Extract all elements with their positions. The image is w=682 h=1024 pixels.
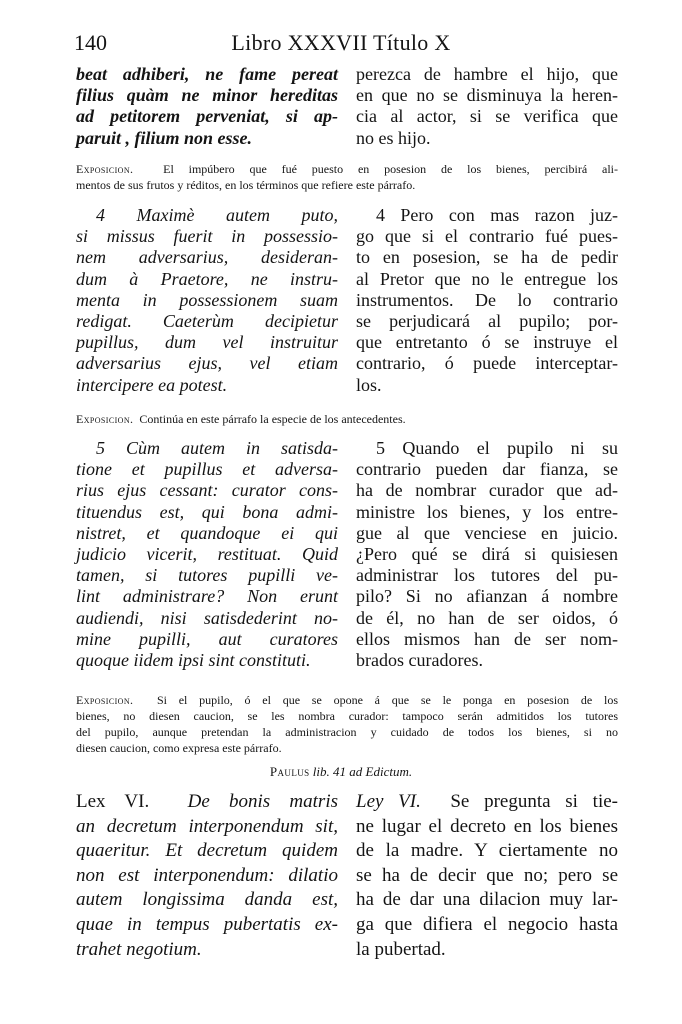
spanish-line: ne lugar el decreto en los bienes: [356, 815, 618, 837]
running-title: Libro XXXVII Título X: [231, 30, 451, 55]
exposicion-label: Exposicion.: [76, 162, 134, 176]
spanish-line: ha de dar una dilacion muy lar-: [356, 889, 618, 911]
spanish-line: los.: [356, 374, 382, 395]
exposicion-label: Exposicion.: [76, 412, 134, 426]
source-citation: [0, 764, 682, 780]
latin-line: judicio vicerit, restituat. Quid: [76, 544, 338, 565]
latin-line: quoque iidem ipsi sint constituti.: [76, 650, 311, 671]
ley-label: Ley VI.: [356, 791, 421, 812]
latin-line: intercipere ea potest.: [76, 374, 228, 395]
spanish-line: se perjudicará al pupilo; por-: [356, 311, 618, 332]
latin-line: [76, 790, 338, 815]
latin-line: rius ejus cessant: curator cons-: [76, 480, 338, 501]
latin-line: mine pupilli, aut curatores: [76, 628, 338, 649]
citation-reference: lib. 41 ad Edictum.: [312, 764, 413, 779]
spanish-line: brados curadores.: [356, 650, 483, 671]
latin-line: paruit , filium non esse.: [76, 127, 253, 148]
spanish-paragraph-4: [356, 205, 618, 396]
spanish-line: de la madre. Y ciertamente no: [356, 840, 618, 862]
exposicion-note: [76, 161, 618, 193]
exposicion-line: bienes, no diesen caucion, se les nombra curador: tampoco serán admitidos los tutores: [76, 709, 618, 723]
spanish-line: perezca de hambre el hijo, que: [356, 64, 618, 84]
spanish-line: go que si el contrario fué pues-: [356, 226, 618, 247]
spanish-line: de él, no han de ser oidos, ó: [356, 607, 618, 628]
spanish-line: cia al actor, si se verifica que: [356, 106, 618, 127]
latin-line: lint administrare? Non erunt: [76, 586, 338, 607]
spanish-line: pilo? Si no afianzan á nombre: [356, 586, 618, 607]
exposicion-text: Si el pupilo, ó el que se opone á que se le ponga en posesion de los: [156, 693, 619, 707]
latin-line: non est interponendum: dilatio: [76, 864, 338, 886]
exposicion-line: [76, 411, 618, 427]
spanish-line: instrumentos. De lo contrario: [356, 289, 618, 310]
latin-line: 5 Cùm autem in satisda-: [96, 438, 338, 458]
exposicion-note: [76, 692, 618, 756]
exposicion-text: Continúa en este párrafo la especie de los antecedentes.: [139, 412, 406, 426]
spanish-line: la pubertad.: [356, 938, 446, 960]
spanish-line: ¿Pero qué se dirá si quisiesen: [356, 544, 618, 565]
exposicion-line: diesen caucion, como expresa este párrafo.: [76, 741, 282, 755]
latin-line: 4 Maximè autem puto,: [96, 205, 338, 225]
latin-column-continuation: [76, 64, 338, 149]
latin-line: trahet negotium.: [76, 938, 202, 960]
spanish-line: que entretanto ó se instruye el: [356, 332, 618, 353]
latin-line: nem adversarius, desideran-: [76, 247, 338, 268]
spanish-text: Se pregunta si tie-: [450, 791, 618, 812]
latin-line: tamen, si tutores pupilli ve-: [76, 565, 338, 586]
spanish-line: al Pretor que no le entregue los: [356, 268, 618, 289]
spanish-ley-6: [356, 790, 618, 962]
latin-text: De bonis matris: [187, 791, 338, 812]
spanish-line: se ha de decir que no; pero se: [356, 864, 618, 886]
spanish-line: no es hijo.: [356, 127, 431, 148]
latin-line: quae in tempus pubertatis ex-: [76, 913, 338, 935]
exposicion-text: El impúbero que fué puesto en posesion de los bienes, percibirá ali-: [163, 162, 619, 176]
latin-line: audiendi, nisi satisdederint no-: [76, 607, 338, 628]
exposicion-line: [76, 692, 618, 708]
latin-paragraph-5: [76, 438, 338, 671]
spanish-line: [356, 790, 618, 815]
spanish-line: gue al que venciese en juicio.: [356, 522, 618, 543]
latin-line: adversarius ejus, vel etiam: [76, 353, 338, 374]
latin-line: beat adhiberi, ne fame pereat: [76, 64, 338, 84]
latin-line: si missus fuerit in possessio-: [76, 226, 338, 247]
spanish-line: 5 Quando el pupilo ni su: [376, 438, 618, 458]
spanish-line: 4 Pero con mas razon juz-: [376, 205, 618, 225]
citation-author: Paulus: [269, 764, 310, 779]
spanish-line: ga que difiera el negocio hasta: [356, 913, 618, 935]
exposicion-line: mentos de sus frutos y réditos, en los términos que refiere este párrafo.: [76, 178, 416, 192]
latin-line: menta in possessionem suam: [76, 289, 338, 310]
spanish-line: ellos mismos han de ser nom-: [356, 628, 618, 649]
latin-line: nistret, et quandoque ei qui: [76, 522, 338, 543]
spanish-line: en que no se disminuya la heren-: [356, 85, 618, 106]
exposicion-line: [76, 161, 618, 177]
latin-line: ad petitorem perveniat, si ap-: [76, 106, 338, 127]
latin-line: redigat. Caeterùm decipietur: [76, 311, 338, 332]
exposicion-label: Exposicion.: [76, 693, 134, 707]
latin-line: autem longissima danda est,: [76, 889, 338, 911]
latin-line: tituendus est, qui bona admi-: [76, 501, 338, 522]
spanish-column-continuation: [356, 64, 618, 149]
latin-line: dum à Praetore, ne instru-: [76, 268, 338, 289]
latin-line: pupillus, dum vel instruitur: [76, 332, 338, 353]
latin-line: tione et pupillus et adversa-: [76, 459, 338, 480]
latin-lex-6: [76, 790, 338, 962]
page-number: 140: [74, 30, 107, 55]
spanish-line: contrario pueden dar fianza, se: [356, 459, 618, 480]
spanish-line: ministre los bienes, y los entre-: [356, 501, 618, 522]
spanish-line: administrar los tutores del pu-: [356, 565, 618, 586]
latin-line: filius quàm ne minor hereditas: [76, 85, 338, 106]
lex-label: Lex VI.: [76, 791, 150, 812]
latin-paragraph-4: [76, 205, 338, 396]
latin-line: quaeritur. Et decretum quidem: [76, 840, 338, 862]
latin-line: an decretum interponendum sit,: [76, 815, 338, 837]
exposicion-note: [76, 411, 618, 427]
exposicion-line: del pupilo, aunque pretendan la administracion y cuidado de todos los bienes, si no: [76, 725, 618, 739]
spanish-line: contrario, ó puede interceptar-: [356, 353, 618, 374]
spanish-paragraph-5: [356, 438, 618, 671]
spanish-line: ha de nombrar curador que ad-: [356, 480, 618, 501]
page-header: [0, 30, 682, 60]
spanish-line: to en posesion, se ha de pedir: [356, 247, 618, 268]
